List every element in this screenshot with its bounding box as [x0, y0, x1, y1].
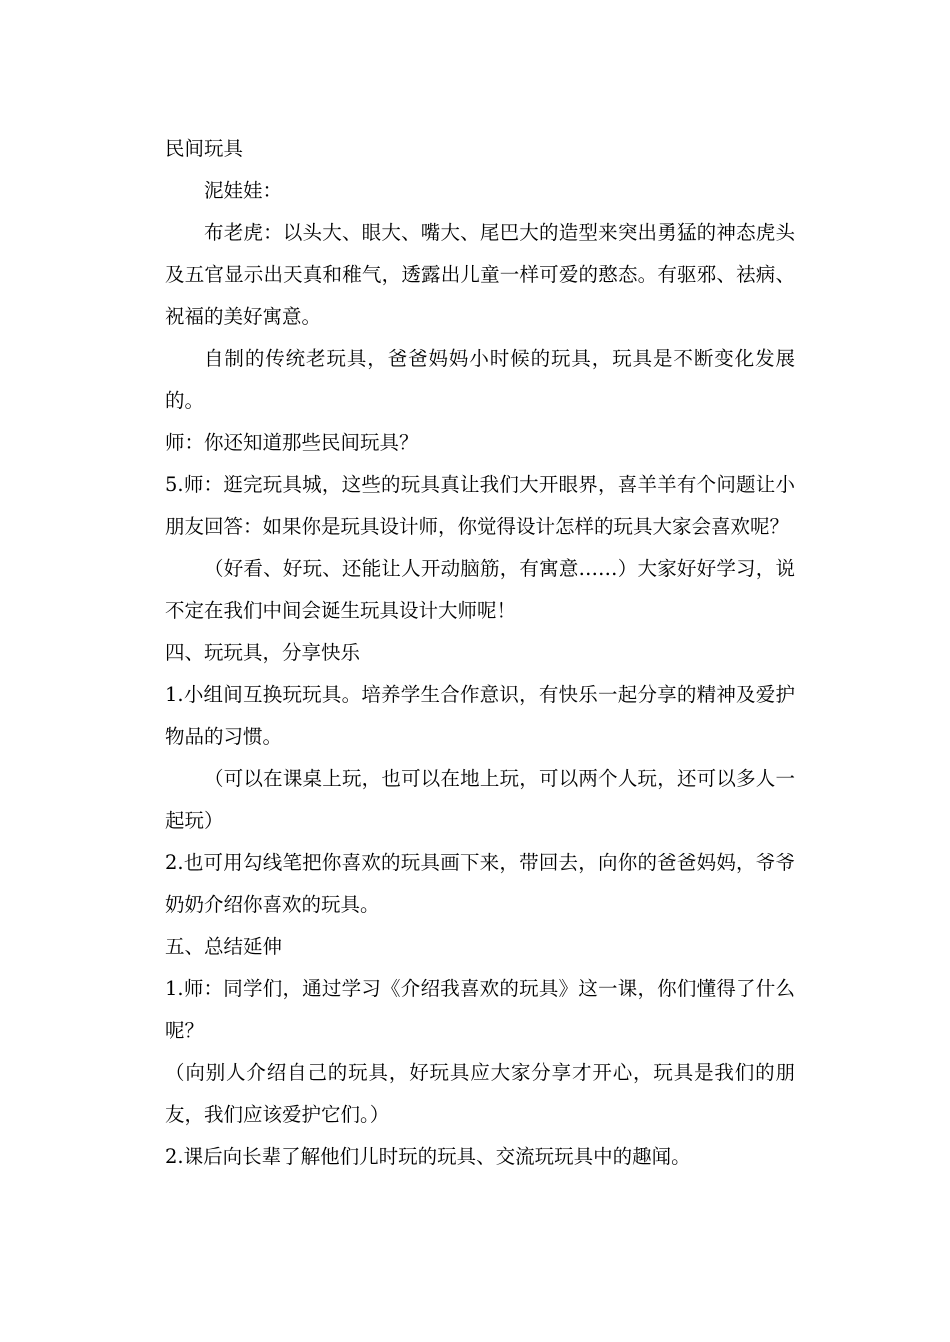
heading-section-4: 四、玩玩具，分享快乐 [165, 641, 361, 664]
paragraph-section-title: 民间玩具 [165, 137, 244, 160]
heading-section-5: 五、总结延伸 [165, 935, 283, 958]
paragraph-teacher-question: 师：你还知道那些民间玩具？ [165, 431, 419, 454]
paragraph-section-5-item-1: 1.师：同学们，通过学习《介绍我喜欢的玩具》这一课，你们懂得了什么呢？ [165, 977, 795, 1042]
paragraph-step-5: 5.师：逛完玩具城，这些的玩具真让我们大开眼界，喜羊羊有个问题让小朋友回答：如果你是玩具设计师，你觉得设计怎样的玩具大家会喜欢呢？ [165, 473, 795, 538]
paragraph-section-4-item-1: 1.小组间互换玩玩具。培养学生合作意识，有快乐一起分享的精神及爱护物品的习惯。 [165, 683, 795, 748]
paragraph-cloth-tiger: 布老虎：以头大、眼大、嘴大、尾巴大的造型来突出勇猛的神态虎头及五官显示出天真和稚气，透露出儿童一样可爱的憨态。有驱邪、祛病、祝福的美好寓意。 [165, 221, 795, 328]
paragraph-section-4-note: （可以在课桌上玩，也可以在地上玩，可以两个人玩，还可以多人一起玩） [165, 767, 795, 832]
paragraph-step-5-answer: （好看、好玩、还能让人开动脑筋，有寓意……）大家好好学习，说不定在我们中间会诞生玩具设计大师呢！ [165, 557, 795, 622]
paragraph-clay-doll: 泥娃娃： [204, 179, 283, 202]
document-body [165, 128, 795, 1178]
paragraph-section-5-item-2: 2.课后向长辈了解他们儿时玩的玩具、交流玩玩具中的趣闻。 [165, 1145, 691, 1168]
paragraph-homemade-toys: 自制的传统老玩具，爸爸妈妈小时候的玩具，玩具是不断变化发展的。 [165, 347, 795, 412]
paragraph-section-5-answer: （向别人介绍自己的玩具，好玩具应大家分享才开心，玩具是我们的朋友，我们应该爱护它们。） [165, 1061, 795, 1126]
paragraph-section-4-item-2: 2.也可用勾线笔把你喜欢的玩具画下来，带回去，向你的爸爸妈妈，爷爷奶奶介绍你喜欢的玩具。 [165, 851, 795, 916]
